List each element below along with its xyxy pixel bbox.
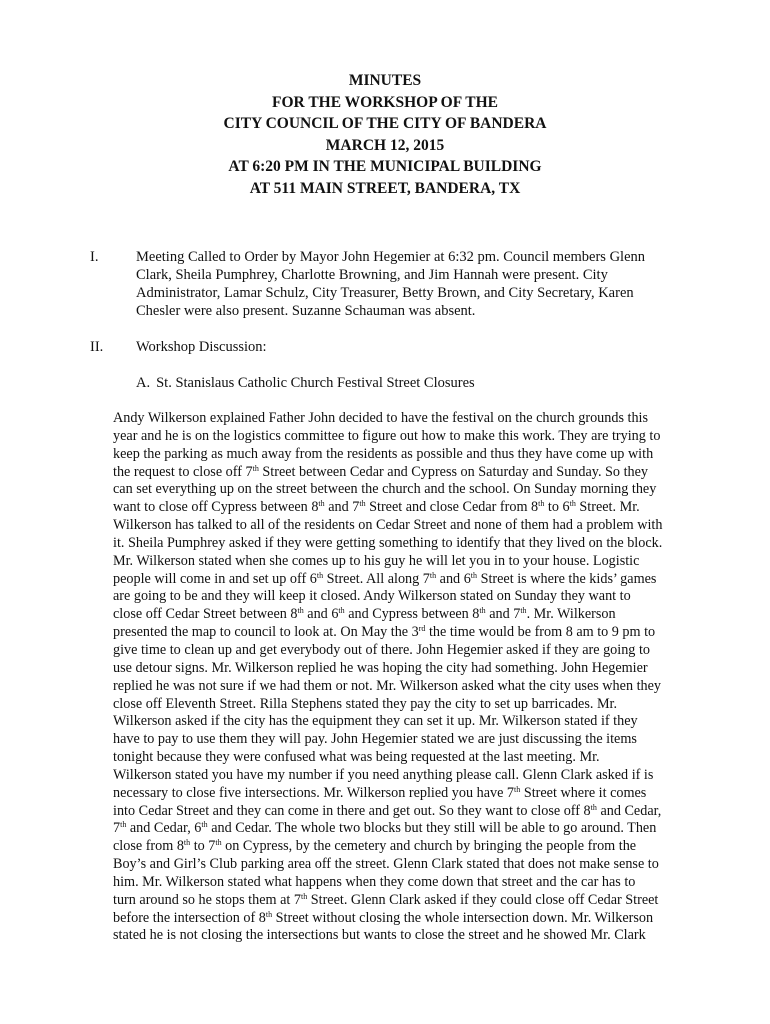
body-text-run: the request to close off 7 xyxy=(113,463,253,480)
ordinal-suffix: th xyxy=(470,570,478,580)
ordinal-suffix: th xyxy=(318,499,325,509)
ordinal-suffix: th xyxy=(569,499,576,509)
body-text-run: want to close off Cypress between 8 xyxy=(113,499,319,516)
body-line xyxy=(113,785,713,803)
body-text-run: presented the map to council to look at. On May the 3 xyxy=(113,624,419,641)
body-text-run: it. Sheila Pumphrey asked if they were getting something to identify that they lived on the block. xyxy=(113,534,663,551)
title-line-time-location: AT 6:20 PM IN THE MUNICIPAL BUILDING xyxy=(228,158,542,176)
body-line xyxy=(113,410,713,428)
body-text-run: and Cedar, xyxy=(596,802,662,819)
body-text-run: give time to clean up and get everybody out of there. John Hegemier asked if they are going to xyxy=(113,641,650,658)
body-text-run: Mr. Wilkerson stated when she comes up to his guy he will let you in to your house. Logistic xyxy=(113,552,640,569)
section-number: II. xyxy=(90,339,104,355)
body-text-run: Street where it comes xyxy=(520,784,647,801)
section-text xyxy=(136,338,690,356)
body-text-run: to 7 xyxy=(190,838,216,855)
body-line xyxy=(113,927,713,945)
ordinal-suffix: th xyxy=(215,838,222,848)
body-text-run: Street is where the kids’ games xyxy=(477,570,657,587)
section-line: Clark, Sheila Pumphrey, Charlotte Browning, and Jim Hannah were present. City xyxy=(136,267,608,284)
body-line xyxy=(113,535,713,553)
body-text-run: people will come in and set up off 6 xyxy=(113,570,317,587)
body-text-run: stated he is not closing the intersections but wants to close the street and he showed Mr. Clark xyxy=(113,927,646,944)
body-text-run: keep the parking as much away from the residents as possible and thus they have come up with xyxy=(113,445,654,462)
title-line-city-council: CITY COUNCIL OF THE CITY OF BANDERA xyxy=(223,115,547,133)
body-text-run: close from 8 xyxy=(113,838,184,855)
body-line xyxy=(113,767,713,785)
body-text-run: tonight because they were confused what was being requested at the last meeting. Mr. xyxy=(113,749,600,766)
ordinal-suffix: th xyxy=(300,891,308,901)
agenda-item-letter: A. xyxy=(136,375,151,391)
body-text-run: and 7 xyxy=(324,499,360,516)
body-line xyxy=(113,481,713,499)
body-line xyxy=(113,642,713,660)
body-text-run: necessary to close five intersections. Mr. Wilkerson replied you have 7 xyxy=(113,784,515,801)
body-text-run: Street without closing the whole intersection down. Mr. Wilkerson xyxy=(272,909,654,926)
body-line xyxy=(113,624,713,642)
body-text-run: year and he is on the logistics committee to figure out how to make this work. They are trying to xyxy=(113,427,661,444)
section-call-to-order xyxy=(90,248,690,320)
body-text-run: use detour signs. Mr. Wilkerson replied he was hoping the city had something. John Hegemier xyxy=(113,659,648,676)
body-text-run: and Cypress between 8 xyxy=(344,606,480,623)
section-line: Workshop Discussion: xyxy=(136,339,267,355)
body-line xyxy=(113,571,713,589)
ordinal-suffix: th xyxy=(590,802,597,812)
ordinal-suffix: th xyxy=(265,909,273,919)
section-line: Chesler were also present. Suzanne Schauman was absent. xyxy=(136,303,476,320)
ordinal-suffix: th xyxy=(429,570,437,580)
ordinal-suffix: th xyxy=(183,838,191,848)
body-text-run: Boy’s and Girl’s Club parking area off the street. Glenn Clark stated that does not make sense to xyxy=(113,856,659,873)
body-line xyxy=(113,731,713,749)
ordinal-suffix: th xyxy=(538,499,545,509)
body-line xyxy=(113,803,713,821)
ordinal-suffix: rd xyxy=(418,624,426,634)
body-line xyxy=(113,499,713,517)
body-line xyxy=(113,464,713,482)
body-text-run: and 6 xyxy=(436,570,471,587)
body-text-run: and 7 xyxy=(485,606,521,623)
body-line xyxy=(113,678,713,696)
body-text-run: are going to be and they will keep it closed. Andy Wilkerson stated on Sunday they want to xyxy=(113,588,631,605)
body-line xyxy=(113,428,713,446)
ordinal-suffix: th xyxy=(520,606,527,616)
body-line xyxy=(113,910,713,928)
body-text-run: 7 xyxy=(113,820,121,837)
body-text-run: on Cypress, by the cemetery and church by bringing the people from the xyxy=(221,838,637,855)
body-text-run: and 6 xyxy=(303,606,339,623)
ordinal-suffix: th xyxy=(252,463,259,473)
body-text-run: close off Eleventh Street. Rilla Stephens stated they pay the city to set up barricades. Mr. xyxy=(113,695,618,712)
title-line-workshop: FOR THE WORKSHOP OF THE xyxy=(272,93,498,111)
agenda-item-a xyxy=(136,374,475,392)
body-text-run: him. Mr. Wilkerson stated what happens when they come down that street and the car has to xyxy=(113,873,636,890)
body-text-run: Street and close Cedar from 8 xyxy=(365,499,539,516)
title-line-date: MARCH 12, 2015 xyxy=(325,136,445,154)
discussion-body xyxy=(113,410,713,945)
agenda-item-title: St. Stanislaus Catholic Church Festival Street Closures xyxy=(156,375,475,391)
body-text-run: Wilkerson has talked to all of the residents on Cedar Street and none of them had a problem with xyxy=(113,517,663,534)
section-workshop-discussion xyxy=(90,338,690,356)
body-text-run: before the intersection of 8 xyxy=(113,909,266,926)
body-text-run: have to pay to use them they will pay. John Hegemier stated we are just discussing the items xyxy=(113,731,637,748)
body-line xyxy=(113,660,713,678)
ordinal-suffix: th xyxy=(120,820,127,830)
ordinal-suffix: th xyxy=(297,606,304,616)
section-text xyxy=(136,248,690,320)
section-line: Administrator, Lamar Schulz, City Treasurer, Betty Brown, and City Secretary, Karen xyxy=(136,285,634,302)
section-line: Meeting Called to Order by Mayor John Hegemier at 6:32 pm. Council members Glenn xyxy=(136,249,646,265)
body-text-run: and Cedar, 6 xyxy=(126,820,202,837)
body-line xyxy=(113,588,713,606)
body-text-run: Andy Wilkerson explained Father John decided to have the festival on the church grounds this xyxy=(113,410,649,426)
body-text-run: Street between Cedar and Cypress on Saturday and Sunday. So they xyxy=(258,463,648,480)
ordinal-suffix: th xyxy=(359,499,366,509)
ordinal-suffix: th xyxy=(316,570,324,580)
ordinal-suffix: th xyxy=(201,820,208,830)
body-text-run: . Mr. Wilkerson xyxy=(526,606,616,623)
body-line xyxy=(113,446,713,464)
ordinal-suffix: th xyxy=(479,606,486,616)
body-line xyxy=(113,749,713,767)
body-text-run: and Cedar. The whole two blocks but they still will be able to go around. Then xyxy=(207,820,657,837)
body-line xyxy=(113,856,713,874)
body-line xyxy=(113,517,713,535)
body-line xyxy=(113,874,713,892)
body-line xyxy=(113,713,713,731)
body-text-run: the time would be from 8 am to 9 pm to xyxy=(425,624,656,641)
body-text-run: Street. Glenn Clark asked if they could close off Cedar Street xyxy=(307,891,659,908)
body-line xyxy=(113,553,713,571)
body-line xyxy=(113,838,713,856)
body-text-run: replied he was not sure if we had them or not. Mr. Wilkerson asked what the city uses when they xyxy=(113,677,662,694)
title-line-minutes: MINUTES xyxy=(348,72,422,89)
body-text-run: to 6 xyxy=(544,499,570,516)
document-title xyxy=(0,70,770,200)
body-text-run: Street. All along 7 xyxy=(323,570,430,587)
body-text-run: Wilkerson asked if the city has the equipment they can set it up. Mr. Wilkerson stated if they xyxy=(113,713,638,730)
ordinal-suffix: th xyxy=(338,606,345,616)
body-line xyxy=(113,606,713,624)
body-line xyxy=(113,696,713,714)
body-text-run: Wilkerson stated you have my number if you need anything please call. Glenn Clark asked if is xyxy=(113,766,654,783)
section-number: I. xyxy=(90,249,99,265)
body-text-run: can set everything up on the street between the church and the school. On Sunday morning they xyxy=(113,481,657,498)
body-line xyxy=(113,820,713,838)
body-text-run: Street. Mr. xyxy=(575,499,640,516)
body-text-run: into Cedar Street and they can come in there and get out. So they want to close off 8 xyxy=(113,802,591,819)
ordinal-suffix: th xyxy=(514,784,521,794)
title-line-address: AT 511 MAIN STREET, BANDERA, TX xyxy=(249,179,521,197)
body-text-run: close off Cedar Street between 8 xyxy=(113,606,298,623)
body-line xyxy=(113,892,713,910)
body-text-run: turn around so he stops them at 7 xyxy=(113,891,301,908)
